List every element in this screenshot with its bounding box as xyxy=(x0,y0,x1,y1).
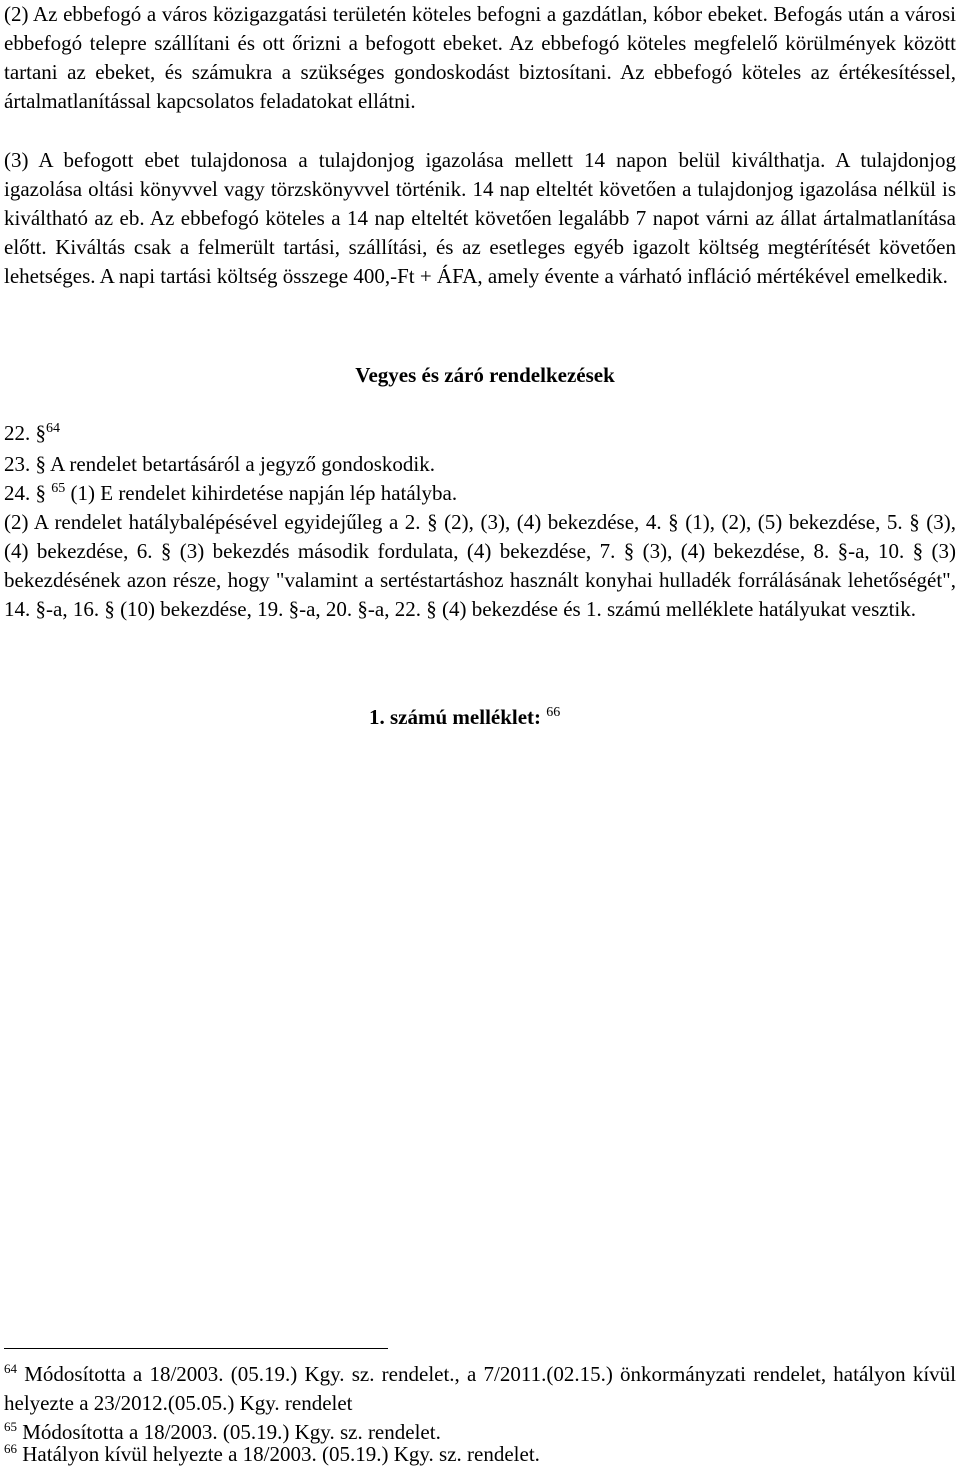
footnote-66 xyxy=(4,1440,956,1469)
article-23-number: 23. xyxy=(4,452,31,476)
footnote-separator xyxy=(4,1348,388,1349)
article-24-text: (1) E rendelet kihirdetése napján lép hatályba. xyxy=(70,481,458,505)
footnote-text-66: Hatályon kívül helyezte a 18/2003. (05.19.) Kgy. sz. rendelet. xyxy=(22,1442,540,1466)
paragraph-sign: § xyxy=(35,481,46,505)
paragraph-sign: § xyxy=(35,452,46,476)
footnote-mark-65: 65 xyxy=(4,1419,17,1434)
annex-title-text: 1. számú melléklet: xyxy=(369,705,542,729)
article-22 xyxy=(4,419,60,448)
paragraph-sign: § xyxy=(35,421,46,445)
article-24 xyxy=(4,479,457,508)
annex-title xyxy=(369,703,560,732)
footnote-text-65: Módosította a 18/2003. (05.19.) Kgy. sz. rendelet. xyxy=(22,1420,441,1444)
article-24-paragraph-2: (2) A rendelet hatálybalépésével egyidejűleg a 2. § (2), (3), (4) bekezdése, 4. § (1), (2), (5) bekezdése, 5. § (3), (4) bekezdése, 6. § (3) bekezdés második fordulata, (4) bekezdése, 7. § (3), (4) bekezdése, 8. §-a, 10. § (3) bekezdésének azon része, hogy "valamint a sertéstartáshoz használt konyhai hulladék forrálásának lehetőségét", 14. §-a, 16. § (10) bekezdése, 19. §-a, 20. §-a, 22. § (4) bekezdése és 1. számú melléklete hatályukat vesztik. xyxy=(4,510,956,621)
paragraph-2: (2) Az ebbefogó a város közigazgatási területén köteles befogni a gazdátlan, kóbor ebeket. Befogás után a városi ebbefogó telepre szállítani és ott őrizni a befogott ebeket. Az ebbefogó köteles megfelelő körülmények között tartani az ebeket, és számukra a szükséges gondoskodást biztosítani. Az ebbefogó köteles az értékesítéssel, ártalmatlanítással kapcsolatos feladatokat ellátni. xyxy=(4,2,956,113)
article-23 xyxy=(4,450,435,479)
footnote-64 xyxy=(4,1360,956,1418)
footnote-mark-66: 66 xyxy=(4,1441,17,1456)
paragraph-3: (3) A befogott ebet tulajdonosa a tulajdonjog igazolása mellett 14 napon belül kiválthatja. A tulajdonjog igazolása oltási könyvvel vagy törzskönyvvel történik. 14 nap elteltét követően a tulajdonjog igazolása nélkül is kiváltható az eb. Az ebbefogó köteles a 14 nap elteltét követően legalább 7 napot várni az állat ártalmatlanítása előtt. Kiváltás csak a felmerült tartási, szállítási, és az esetleges egyéb igazolt költség megtérítését követően lehetséges. A napi tartási költség összege 400,-Ft + ÁFA, amely évente a várható infláció mértékével emelkedik. xyxy=(4,148,956,288)
footnote-ref-65[interactable]: 65 xyxy=(51,481,66,496)
article-22-number: 22. xyxy=(4,421,31,445)
footnote-text-64: Módosította a 18/2003. (05.19.) Kgy. sz. rendelet., a 7/2011.(02.15.) önkormányzati rendelet, hatályon kívül helyezte a 23/2012.(05.05.) Kgy. rendelet xyxy=(4,1362,956,1415)
footnote-ref-64[interactable]: 64 xyxy=(46,421,60,436)
footnote-mark-64: 64 xyxy=(4,1361,17,1376)
section-heading: Vegyes és záró rendelkezések xyxy=(355,363,615,387)
article-24-number: 24. xyxy=(4,481,31,505)
footnote-ref-66[interactable]: 66 xyxy=(546,705,561,720)
article-23-text: A rendelet betartásáról a jegyző gondoskodik. xyxy=(50,452,435,476)
